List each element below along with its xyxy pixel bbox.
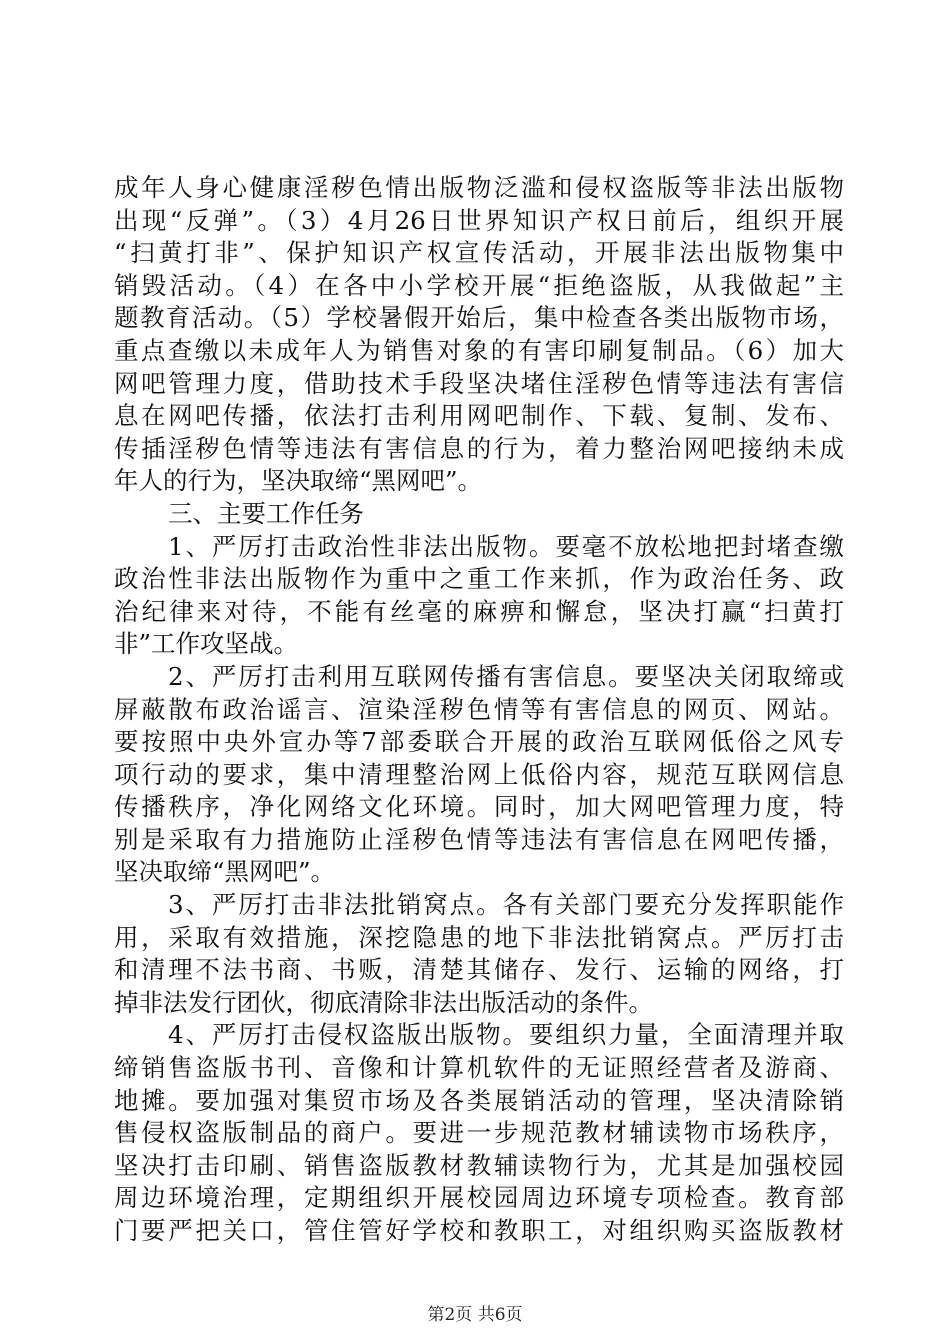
- text-line: 非”工作攻坚战。: [114, 629, 299, 659]
- text-line: 成年人身心健康淫秽色情出版物泛滥和侵权盗版等非法出版物: [114, 173, 844, 202]
- paragraph-start-line: 3、严厉打击非法批销窝点。各有关部门要充分发挥职能作: [168, 890, 844, 920]
- text-line: 出现“反弹”。（3）4月26日世界知识产权日前后，组织开展: [114, 205, 844, 235]
- paragraph-start-line: 2、严厉打击利用互联网传播有害信息。要坚决关闭取缔或: [168, 661, 844, 691]
- text-line: 门要严把关口，管住管好学校和教职工，对组织购买盗版教材: [114, 1216, 844, 1245]
- text-line: 坚决打击印刷、销售盗版教材教辅读物行为，尤其是加强校园: [114, 1150, 844, 1180]
- text-line: 网吧管理力度，借助技术手段坚决堵住淫秽色情等违法有害信: [114, 368, 844, 398]
- text-line: 治纪律来对待，不能有丝毫的麻痹和懈怠，坚决打赢“扫黄打: [114, 596, 844, 626]
- text-line: 题教育活动。（5）学校暑假开始后，集中检查各类出版物市场，: [114, 303, 844, 333]
- text-line: 传播秩序，净化网络文化环境。同时，加大网吧管理力度，特: [114, 792, 844, 822]
- text-line: 售侵权盗版制品的商户。要进一步规范教材辅读物市场秩序，: [114, 1118, 844, 1148]
- text-line: 传插淫秽色情等违法有害信息的行为，着力整治网吧接纳未成: [114, 433, 844, 463]
- section-heading: 三、主要工作任务: [168, 498, 364, 528]
- text-line: “扫黄打非”、保护知识产权宣传活动，开展非法出版物集中: [114, 238, 844, 268]
- paragraph-start-line: 1、严厉打击政治性非法出版物。要毫不放松地把封堵查缴: [168, 531, 844, 561]
- text-line: 屏蔽散布政治谣言、渲染淫秽色情等有害信息的网页、网站。: [114, 694, 844, 724]
- text-line: 重点查缴以未成年人为销售对象的有害印刷复制品。（6）加大: [114, 335, 844, 365]
- text-line: 政治性非法出版物作为重中之重工作来抓，作为政治任务、政: [114, 564, 844, 594]
- text-line: 项行动的要求，集中清理整治网上低俗内容，规范互联网信息: [114, 759, 844, 789]
- text-line: 要按照中央外宣办等7部委联合开展的政治互联网低俗之风专: [114, 727, 844, 757]
- text-line: 地摊。要加强对集贸市场及各类展销活动的管理，坚决清除销: [114, 1085, 844, 1115]
- document-body: [114, 172, 844, 1248]
- text-line: 坚决取缔“黑网吧”。: [114, 857, 336, 887]
- text-line: 周边环境治理，定期组织开展校园周边环境专项检查。教育部: [114, 1183, 844, 1213]
- text-line: 别是采取有力措施防止淫秽色情等违法有害信息在网吧传播，: [114, 824, 844, 854]
- text-line: 销毁活动。（4）在各中小学校开展“拒绝盗版，从我做起”主: [114, 270, 844, 300]
- text-line: 息在网吧传播，依法打击利用网吧制作、下载、复制、发布、: [114, 401, 844, 431]
- text-line: 掉非法发行团伙，彻底清除非法出版活动的条件。: [114, 987, 653, 1017]
- text-line: 缔销售盗版书刊、音像和计算机软件的无证照经营者及游商、: [114, 1053, 844, 1083]
- page-number-footer: 第2页 共6页: [427, 1305, 523, 1325]
- text-line: 年人的行为，坚决取缔“黑网吧”。: [114, 466, 483, 496]
- text-line: 用，采取有效措施，深挖隐患的地下非法批销窝点。严厉打击: [114, 922, 844, 952]
- paragraph-start-line: 4、严厉打击侵权盗版出版物。要组织力量，全面清理并取: [168, 1020, 844, 1050]
- text-line: 和清理不法书商、书贩，清楚其储存、发行、运输的网络，打: [114, 955, 844, 985]
